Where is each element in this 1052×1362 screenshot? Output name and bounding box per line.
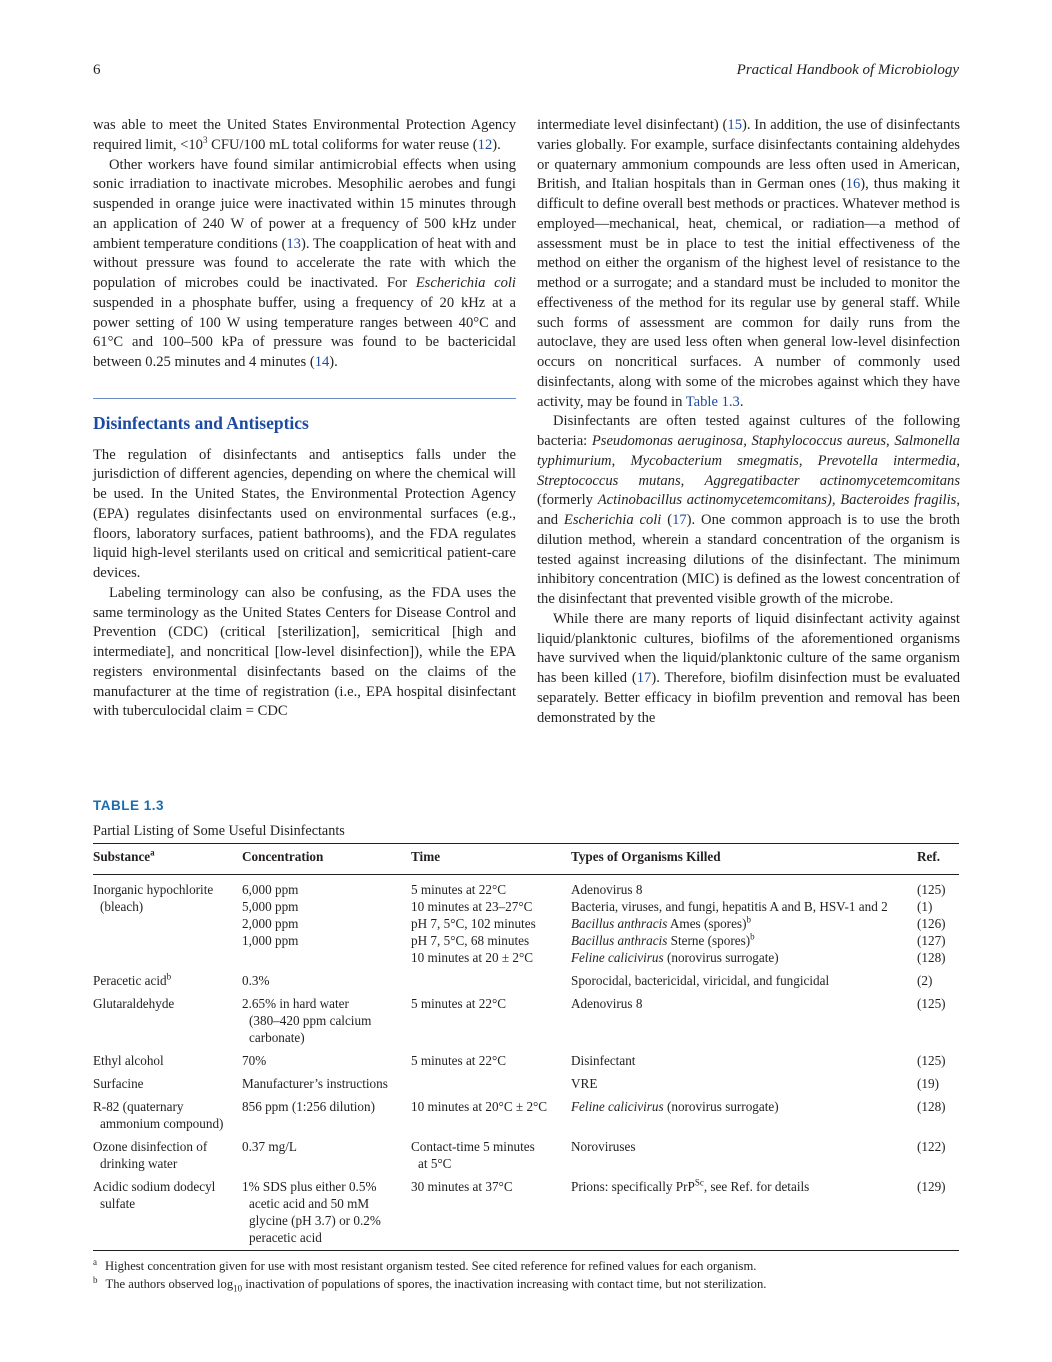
paragraph: While there are many reports of liquid disinfectant activity against liquid/planktonic cultures, biofilms of the aforementioned organisms have survived when the liquid/planktonic culture of the same organism has been killed (17). Therefore, biofilm disinfection must be evaluated separately. Better efficacy in biofilm prevention and removal has been demonstrated by the	[537, 610, 960, 726]
cell-concentration: 1% SDS plus either 0.5% acetic acid and 50 mM glycine (pH 3.7) or 0.2% peracetic acid	[242, 1172, 411, 1251]
cell-ref: (125)	[917, 996, 946, 1011]
table-row	[93, 989, 959, 1046]
cell-ref: (122)	[917, 1139, 946, 1154]
running-head: Practical Handbook of Microbiology	[736, 62, 959, 78]
table-row	[93, 1046, 959, 1069]
cell-ref: (129)	[917, 1172, 959, 1251]
cell-time: 10 minutes at 20°C ± 2°C	[411, 1099, 548, 1114]
cell-substance: Glutaraldehyde	[93, 996, 175, 1011]
paragraph: Disinfectants are often tested against cultures of the following bacteria: Pseudomonas aeruginosa, Staphylococcus aureus, Salmonella typhimurium, Mycobacterium smegmatis, Prevotella intermedia, Streptococcus mutans, Aggregatibacter actinomycetemcomitans (formerly Actinobacillus actinomycetemcomitans), Bacteroides fragilis, and Escherichia coli (17). One common approach is to use the broth dilution method, wherein a standard concentration of the organism is tested against increasing dilutions of the disinfectant. The minimum inhibitory concentration (MIC) is defined as the lowest concentration of the disinfectant that prevented visible growth of the microbe.	[537, 413, 960, 607]
header-ref: Ref.	[917, 844, 959, 875]
page-number: 6	[93, 62, 101, 78]
table-row	[93, 1069, 959, 1092]
table-row	[93, 1172, 959, 1251]
cell-ref: (2)	[917, 973, 933, 988]
cell-ref: (19)	[917, 1076, 939, 1091]
cell-types: Noroviruses	[571, 1139, 636, 1154]
cell-time: Contact-time 5 minutes at 5°C	[411, 1139, 535, 1171]
table-link[interactable]: Table 1.3	[685, 393, 740, 410]
cell-substance: R-82 (quaternary ammonium compound)	[93, 1099, 224, 1131]
left-column	[93, 116, 516, 722]
table-block	[93, 798, 959, 1293]
citation-link[interactable]: 12	[477, 136, 493, 153]
cell-time: 5 minutes at 22°C	[411, 996, 507, 1011]
paragraph: Other workers have found similar antimicrobial effects when using sonic irradiation to inactivate microbes. Mesophilic aerobes and fungi suspended in orange juice were inactivated within 15 minutes through an application of 240 W of power at a frequency of 500 kHz under ambient temperature conditions (13). The coapplication of heat with and without pressure was found to accelerate the rate with which the population of microbes could be inactivated. For Escherichia coli suspended in a phosphate buffer, using a frequency of 20 kHz at a power setting of 100 W using temperature ranges between 40°C and 61°C and 100–500 kPa of pressure was found to be bactericidal between 0.25 minutes and 4 minutes (14).	[93, 156, 516, 370]
section-divider	[93, 398, 516, 399]
footnote: $^b$ The authors observed $\log_{10}$ inactivation of populations of spores, the inactivation increasing with contact time, but not sterilization.	[93, 1274, 767, 1294]
paragraph: Labeling terminology can also be confusing, as the FDA uses the same terminology as the United States Centers for Disease Control and Prevention (CDC) (critical [sterilization], semicritical [high and intermediate], and noncritical [low-level disinfection]), while the EPA registers environmental disinfectants based on the claims of the manufacturer at the time of registration (i.e., EPA hospital disinfectant with tuberculocidal claim = CDC	[93, 584, 516, 720]
cell-time	[411, 966, 571, 989]
cell-types: VRE	[571, 1076, 598, 1091]
table-row	[93, 1092, 959, 1132]
cell-concentration: 0.37 mg/L	[242, 1139, 297, 1154]
header-substance: Substance$^a$	[93, 844, 242, 875]
table-row	[93, 966, 959, 989]
cell-substance: Surfacine	[93, 1076, 144, 1091]
cell-concentration: 2.65% in hard water (380–420 ppm calcium carbonate)	[242, 996, 372, 1045]
section-heading: Disinfectants and Antiseptics	[93, 412, 309, 433]
citation-link[interactable]: 13	[286, 235, 301, 252]
footnote: $^a$ Highest concentration given for use with most resistant organism tested. See cited reference for refined values for each organism.	[93, 1256, 757, 1273]
cell-time	[411, 1069, 571, 1092]
table-caption: Partial Listing of Some Useful Disinfectants	[93, 823, 345, 839]
cell-substance: Ethyl alcohol	[93, 1053, 164, 1068]
table-header-row	[93, 844, 959, 875]
right-column	[537, 116, 960, 728]
cell-concentration: 6,000 ppm 5,000 ppm 2,000 ppm 1,000 ppm	[242, 882, 299, 948]
cell-ref: (125)	[917, 1053, 946, 1068]
cell-types: Prions: specifically PrP$^{Sc}$, see Ref. for details	[571, 1172, 917, 1251]
cell-concentration: Manufacturer’s instructions	[242, 1076, 388, 1091]
header-time: Time	[411, 844, 571, 875]
table-footnotes	[93, 1257, 959, 1293]
table-row	[93, 1132, 959, 1172]
cell-ref: (128)	[917, 1099, 946, 1114]
cell-substance: Peracetic acid$^b$	[93, 971, 172, 988]
cell-substance: Ozone disinfection of drinking water	[93, 1139, 208, 1171]
paragraph: The regulation of disinfectants and antiseptics falls under the jurisdiction of different agencies, depending on where the chemical will be used. In the United States, the Environmental Protection Agency (EPA) regulates disinfectants used on environmental surfaces (e.g., floors, laboratory surfaces, patient bathrooms), and the FDA regulates liquid high-level sterilants used on critical and semicritical patient-care devices.	[93, 446, 516, 581]
table-label: TABLE 1.3	[93, 798, 165, 813]
cell-types: Adenovirus 8	[571, 996, 643, 1011]
citation-link[interactable]: 17	[636, 670, 652, 686]
citation-link[interactable]: 15	[727, 117, 743, 133]
cell-types: Disinfectant	[571, 1053, 636, 1068]
paragraph: intermediate level disinfectant) (15). In addition, the use of disinfectants varies globally. For example, surface disinfectants containing aldehydes or quaternary ammonium compounds are less often used in American, British, and Italian hospitals than in German ones (16), thus making it difficult to define overall best methods or practices. Whatever method is employed—mechanical, heat, chemical, or radiation—a method of assessment must be in place to test the initial effectiveness of the method on either the organism of the highest level of resistance to the method or a surrogate; and a standard must be included to monitor the effectiveness of the method for its regular use by general staff. While such forms of assessment are common for daily runs from the autoclave, they are used less often when general low-level disinfection occurs on noncritical surfaces. A number of commonly used disinfectants, along with some of the microbes against which they have activity, may be found in Table 1.3.	[537, 117, 960, 410]
paragraph: was able to meet the United States Environmental Protection Agency required limit, $<10^3$ CFU/100 mL total coliforms for water reuse (12).	[93, 117, 516, 153]
cell-types: Sporocidal, bactericidal, viricidal, and fungicidal	[571, 973, 830, 988]
citation-link[interactable]: 16	[845, 176, 861, 193]
cell-concentration: 856 ppm (1:256 dilution)	[242, 1099, 375, 1114]
citation-link[interactable]: 17	[672, 512, 687, 528]
cell-types: Adenovirus 8 Bacteria, viruses, and fungi, hepatitis A and B, HSV-1 and 2 Bacillus anthracis Ames (spores)$^b$ Bacillus anthracis Sterne (spores)$^b$ Feline calicivirus (norovirus surrogate)	[571, 882, 888, 965]
cell-concentration: 70%	[242, 1053, 267, 1068]
cell-types: Feline calicivirus (norovirus surrogate)	[571, 1099, 779, 1114]
data-table	[93, 843, 959, 1251]
header-concentration: Concentration	[242, 844, 411, 875]
cell-substance: Inorganic hypochlorite (bleach)	[93, 882, 214, 914]
cell-substance: Acidic sodium dodecyl sulfate	[93, 1172, 242, 1251]
cell-ref: (125) (1) (126) (127) (128)	[917, 882, 946, 965]
table-row	[93, 875, 959, 967]
cell-time: 5 minutes at 22°C 10 minutes at 23–27°C pH 7, 5°C, 102 minutes pH 7, 5°C, 68 minutes 10 minutes at 20 ± 2°C	[411, 882, 536, 965]
header-types: Types of Organisms Killed	[571, 844, 917, 875]
cell-concentration: 0.3%	[242, 973, 270, 988]
cell-time: 30 minutes at 37°C	[411, 1172, 571, 1251]
cell-time: 5 minutes at 22°C	[411, 1053, 507, 1068]
citation-link[interactable]: 14	[314, 354, 330, 370]
